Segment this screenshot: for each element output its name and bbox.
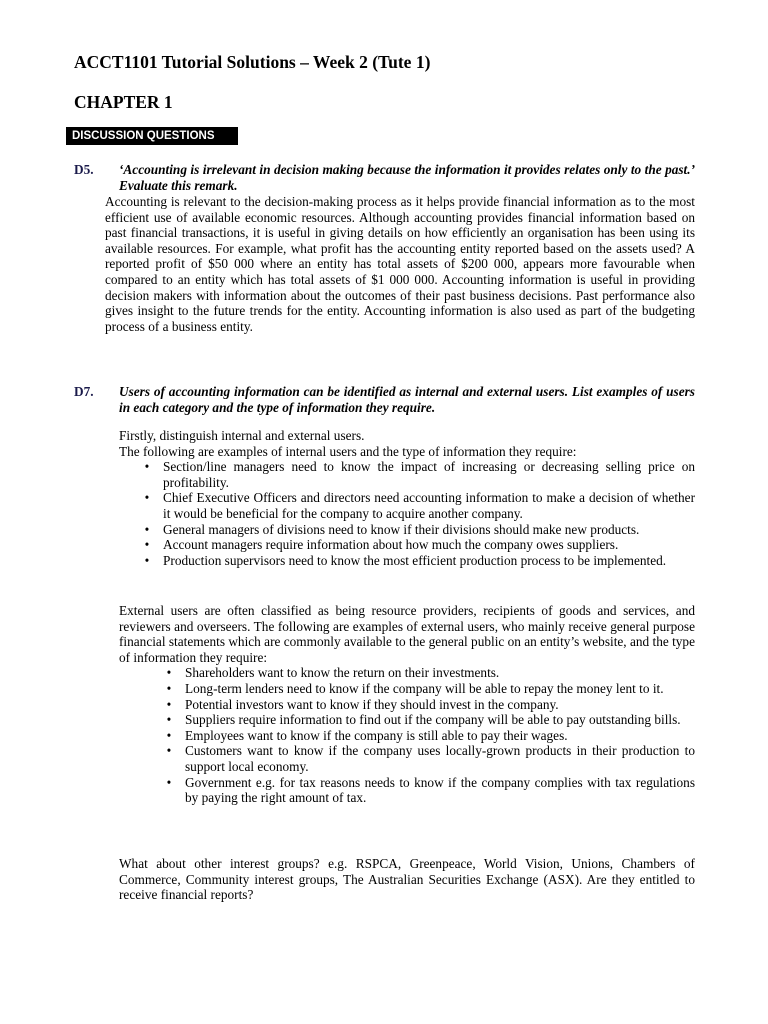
answer-d7-internal [119,428,695,568]
bullet-icon: • [144,490,150,506]
internal-users-list [137,459,695,568]
list-item: • General managers of divisions need to know if their divisions should make new products. [137,522,695,538]
bullet-icon: • [144,521,150,537]
answer-d5 [105,194,695,334]
intro-line-2: The following are examples of internal users and the type of information they require: [119,443,577,459]
question-text-d5: ‘Accounting is irrelevant in decision making because the information it provides relates only to the past.’ Evaluate this remark. [119,162,695,193]
list-item: • Suppliers require information to find out if the company will be able to pay outstanding bills. [159,712,695,728]
bullet-icon: • [144,552,150,568]
question-label-d7: D7. [74,384,94,399]
bullet-icon: • [166,712,172,728]
list-item: • Long-term lenders need to know if the company will be able to repay the money lent to it. [159,681,695,697]
external-users-list [159,665,695,805]
list-item: • Government e.g. for tax reasons needs to know if the company complies with tax regulations by paying the right amount of tax. [159,775,695,806]
document-title: ACCT1101 Tutorial Solutions – Week 2 (Tute 1) [74,52,431,72]
bullet-icon: • [166,743,172,759]
external-intro: External users are often classified as being resource providers, recipients of goods and services, and reviewers and overseers. The following are examples of external users, who mainly receive general purpose financial statements which are commonly available to the general public on an entity’s website, and the type of information they require: [119,603,695,665]
closing-paragraph: What about other interest groups? e.g. RSPCA, Greenpeace, World Vision, Unions, Chambers of Commerce, Community interest groups, The Australian Securities Exchange (ASX). Are they entitled to receive financial reports? [119,856,695,903]
answer-d7-external [119,603,695,806]
chapter-heading: CHAPTER 1 [74,92,173,112]
list-item: • Account managers require information about how much the company owes suppliers. [137,537,695,553]
question-label-d5: D5. [74,162,94,177]
bullet-icon: • [166,727,172,743]
bullet-icon: • [166,774,172,790]
closing-paragraph-block [119,856,695,903]
list-item: • Customers want to know if the company uses locally-grown products in their production to support local economy. [159,743,695,774]
answer-paragraph: Accounting is relevant to the decision-making process as it helps provide financial information as to the most efficient use of available economic resources. Although accounting provides financial information based on past financial transactions, it is useful in giving details on how efficiently an organisation has been using its available resources. For example, what profit has the accounting entity reported based on the assets used? A reported profit of $50 000 where an entity has total assets of $200 000, appears more favourable when compared to an entity which has total assets of $1 000 000. Accounting information is useful in providing decision makers with information about the outcomes of their past business decisions. Past performance also gives insight to the future trends for the entity. Accounting information is also used as part of the budgeting process of a business entity. [105,194,695,334]
list-item: • Production supervisors need to know the most efficient production process to be implemented. [137,553,695,569]
section-heading-bar: DISCUSSION QUESTIONS [66,127,238,145]
bullet-icon: • [166,665,172,681]
question-text-d7: Users of accounting information can be identified as internal and external users. List examples of users in each category and the type of information they require. [119,384,695,415]
bullet-icon: • [166,696,172,712]
bullet-icon: • [144,459,150,475]
bullet-icon: • [144,537,150,553]
list-item: • Employees want to know if the company is still able to pay their wages. [159,728,695,744]
intro-line-1: Firstly, distinguish internal and external users. [119,428,365,443]
list-item: • Section/line managers need to know the impact of increasing or decreasing selling price on profitability. [137,459,695,490]
list-item: • Potential investors want to know if they should invest in the company. [159,697,695,713]
list-item: • Shareholders want to know the return on their investments. [159,665,695,681]
bullet-icon: • [166,680,172,696]
list-item: • Chief Executive Officers and directors need accounting information to make a decision of whether it would be beneficial for the company to acquire another company. [137,490,695,521]
